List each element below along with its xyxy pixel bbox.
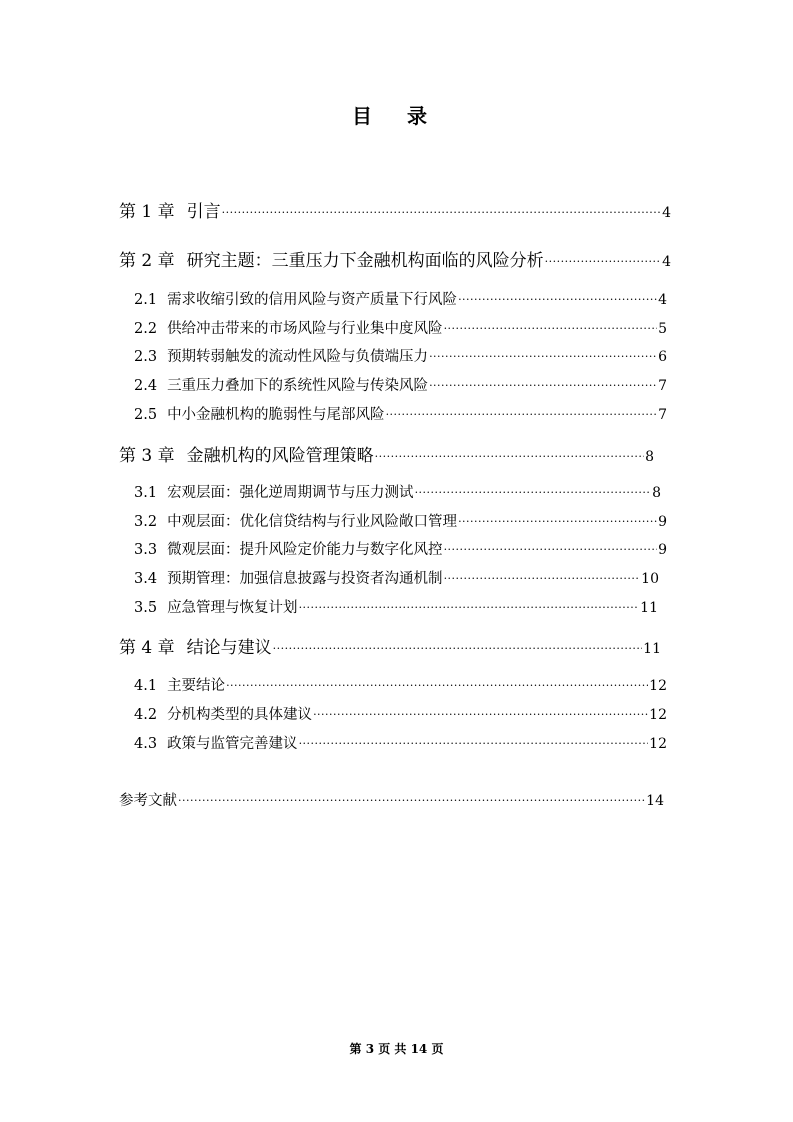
toc-entry-number: 第 3 章 bbox=[119, 446, 175, 466]
toc-dot-leader bbox=[273, 637, 643, 661]
toc-entry-number: 3.2 bbox=[134, 514, 158, 530]
toc-section-entry[interactable] bbox=[134, 540, 667, 561]
toc-section-entry[interactable] bbox=[134, 347, 667, 368]
toc-entry-label: 预期管理：加强信息披露与投资者沟通机制 bbox=[167, 571, 443, 587]
toc-entry-number: 4.2 bbox=[134, 707, 158, 723]
page-footer: 第 3 页 共 14 页 bbox=[349, 1042, 444, 1056]
toc-entry-number: 2.5 bbox=[134, 407, 158, 423]
toc-entry-number: 2.1 bbox=[134, 292, 158, 308]
toc-entry-label: 结论与建议 bbox=[186, 638, 272, 658]
toc-chapter-entry[interactable] bbox=[119, 636, 661, 662]
toc-page-number: 4 bbox=[662, 205, 671, 221]
toc-entry-label: 研究主题：三重压力下金融机构面临的风险分析 bbox=[186, 251, 544, 271]
toc-entry-number: 3.4 bbox=[134, 571, 158, 587]
toc-page-number: 5 bbox=[658, 321, 667, 337]
toc-entry-label: 分机构类型的具体建议 bbox=[167, 707, 313, 723]
toc-dot-leader bbox=[222, 201, 661, 225]
toc-page-number: 9 bbox=[658, 542, 667, 558]
toc-dot-leader bbox=[458, 290, 657, 310]
toc-entry-label: 应急管理与恢复计划 bbox=[167, 600, 298, 616]
toc-entry-label: 三重压力叠加下的系统性风险与传染风险 bbox=[167, 378, 429, 394]
toc-page-number: 14 bbox=[646, 793, 664, 809]
toc-entry-number: 第 2 章 bbox=[119, 251, 175, 271]
toc-dot-leader bbox=[386, 405, 658, 425]
toc-page-number: 7 bbox=[658, 407, 667, 423]
toc-section-entry[interactable] bbox=[134, 676, 667, 697]
toc-dot-leader bbox=[178, 791, 645, 811]
toc-entry-label: 中观层面：优化信贷结构与行业风险敞口管理 bbox=[167, 514, 458, 530]
toc-page-number: 7 bbox=[658, 378, 667, 394]
toc-dot-leader bbox=[444, 319, 658, 339]
toc-section-entry[interactable] bbox=[134, 569, 659, 590]
toc-entry-number: 3.3 bbox=[134, 542, 158, 558]
toc-page-number: 11 bbox=[640, 600, 658, 616]
toc-entry-number: 3.5 bbox=[134, 600, 158, 616]
toc-dot-leader bbox=[299, 734, 649, 754]
toc-entry-label: 参考文献 bbox=[119, 793, 177, 809]
toc-entry-number: 第 1 章 bbox=[119, 202, 175, 222]
toc-dot-leader bbox=[375, 445, 644, 469]
toc-entry-number: 2.2 bbox=[134, 321, 158, 337]
toc-chapter-entry[interactable] bbox=[119, 249, 671, 275]
toc-entry-label: 微观层面：提升风险定价能力与数字化风控 bbox=[167, 542, 443, 558]
toc-section-entry[interactable] bbox=[134, 405, 667, 426]
toc-page-number: 10 bbox=[641, 571, 659, 587]
toc-section-entry[interactable] bbox=[134, 376, 667, 397]
toc-entry-label: 金融机构的风险管理策略 bbox=[186, 446, 374, 466]
toc-page-number: 12 bbox=[649, 736, 667, 752]
toc-entry-number: 第 4 章 bbox=[119, 638, 175, 658]
toc-entry-label: 引言 bbox=[186, 202, 221, 222]
toc-dot-leader bbox=[545, 250, 661, 274]
toc-page-number: 4 bbox=[658, 292, 667, 308]
toc-entry-label: 需求收缩引致的信用风险与资产质量下行风险 bbox=[167, 292, 458, 308]
toc-dot-leader bbox=[458, 512, 657, 532]
toc-dot-leader bbox=[415, 483, 652, 503]
toc-page-number: 12 bbox=[649, 707, 667, 723]
toc-entry-label: 主要结论 bbox=[167, 678, 226, 694]
toc-dot-leader bbox=[226, 676, 648, 696]
toc-dot-leader bbox=[444, 569, 641, 589]
toc-dot-leader bbox=[299, 598, 640, 618]
toc-entry-label: 宏观层面：强化逆周期调节与压力测试 bbox=[167, 485, 414, 501]
toc-entry-label: 中小金融机构的脆弱性与尾部风险 bbox=[167, 407, 385, 423]
toc-page-number: 6 bbox=[658, 349, 667, 365]
toc-section-entry[interactable] bbox=[134, 319, 667, 340]
toc-page-number: 12 bbox=[649, 678, 667, 694]
toc-dot-leader bbox=[429, 347, 657, 367]
toc-chapter-entry[interactable] bbox=[119, 200, 671, 226]
toc-dot-leader bbox=[313, 705, 648, 725]
toc-entry-label: 供给冲击带来的市场风险与行业集中度风险 bbox=[167, 321, 443, 337]
toc-dot-leader bbox=[444, 540, 658, 560]
toc-entry-number: 4.3 bbox=[134, 736, 158, 752]
toc-entry-label: 预期转弱触发的流动性风险与负债端压力 bbox=[167, 349, 429, 365]
toc-section-entry[interactable] bbox=[134, 734, 667, 755]
toc-entry-number: 4.1 bbox=[134, 678, 158, 694]
toc-entry-number: 2.3 bbox=[134, 349, 158, 365]
toc-title: 目 录 bbox=[352, 104, 441, 128]
toc-section-entry[interactable] bbox=[134, 483, 661, 504]
toc-entry-number: 3.1 bbox=[134, 485, 158, 501]
toc-dot-leader bbox=[429, 376, 657, 396]
toc-page-number: 11 bbox=[643, 641, 661, 657]
toc-page-number: 4 bbox=[662, 254, 671, 270]
toc-section-entry[interactable] bbox=[134, 290, 667, 311]
toc-section-entry[interactable] bbox=[134, 705, 667, 726]
toc-page-number: 8 bbox=[652, 485, 661, 501]
toc-section-entry[interactable] bbox=[134, 598, 658, 619]
toc-entry-label: 政策与监管完善建议 bbox=[167, 736, 298, 752]
toc-entry-number: 2.4 bbox=[134, 378, 158, 394]
toc-references-entry[interactable] bbox=[119, 791, 664, 812]
toc-section-entry[interactable] bbox=[134, 512, 667, 533]
toc-page-number: 8 bbox=[645, 449, 654, 465]
toc-chapter-entry[interactable] bbox=[119, 444, 654, 470]
toc-page-number: 9 bbox=[658, 514, 667, 530]
